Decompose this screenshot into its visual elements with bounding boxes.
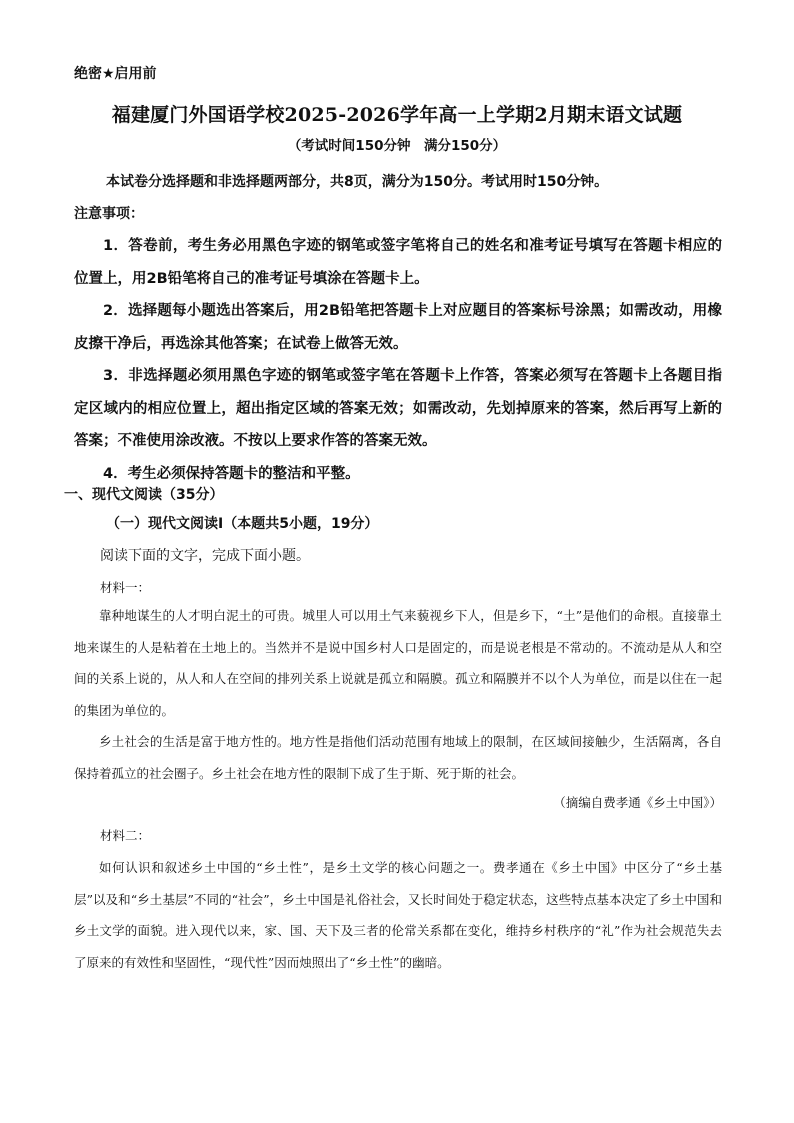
material-paragraph: 如何认识和叙述乡土中国的“乡土性”，是乡土文学的核心问题之一。费孝通在《乡土中国》中区分了“乡土基层”以及和“乡土基层”不同的“社会”，乡土中国是礼俗社会，又长时间处于稳定状态，这些特点基本决定了乡土中国和乡土文学的面貌。进入现代以来，家、国、天下及三者的伦常关系都在变化，维持乡村秩序的“礼”作为社会规范失去了原来的有效性和坚固性，“现代性”因而烛照出了“乡土性”的幽暗。 (74, 860, 722, 970)
material-1-label: 材料一： (100, 580, 151, 595)
reading-instruction: 阅读下面的文字，完成下面小题。 (100, 548, 310, 564)
material-paragraph: 靠种地谋生的人才明白泥土的可贵。城里人可以用土气来藐视乡下人，但是乡下，“土”是他们的命根。直接靠土地来谋生的人是粘着在土地上的。当然并不是说中国乡村人口是固定的，而是说老根是不常动的。不流动是从人和空间的关系上说的，从人和人在空间的排列关系上说就是孤立和隔膜。孤立和隔膜并不以个人为单位，而是以住在一起的集团为单位的。 (74, 608, 722, 718)
notice-item: 3．非选择题必须用黑色字迹的钢笔或签字笔在答题卡上作答，答案必须写在答题卡上各题目指定区域内的相应位置上，超出指定区域的答案无效；如需改动，先划掉原来的答案，然后再写上新的答案；不准使用涂改液。不按以上要求作答的答案无效。 (74, 368, 722, 449)
subsection-title: （一）现代文阅读Ⅰ（本题共5小题，19分） (106, 516, 379, 532)
material-1-body (74, 600, 722, 789)
material-paragraph: 乡土社会的生活是富于地方性的。地方性是指他们活动范围有地域上的限制，在区域间接触少，生活隔离，各自保持着孤立的社会圈子。乡土社会在地方性的限制下成了生于斯、死于斯的社会。 (74, 734, 722, 781)
exam-time-subtitle: （考试时间150分钟 满分150分） (287, 138, 507, 154)
notice-heading: 注意事项： (74, 206, 144, 222)
material-2-label: 材料二： (100, 828, 151, 843)
notice-item: 1．答卷前，考生务必用黑色字迹的钢笔或签字笔将自己的姓名和准考证号填写在答题卡相应的位置上，用2B铅笔将自己的准考证号填涂在答题卡上。 (74, 238, 722, 287)
notice-item: 4．考生必须保持答题卡的整洁和平整。 (103, 465, 360, 482)
exam-intro: 本试卷分选择题和非选择题两部分，共8页，满分为150分。考试用时150分钟。 (106, 174, 609, 190)
material-2-body (74, 852, 722, 978)
confidential-label: 绝密★启用前 (74, 66, 157, 82)
notice-item: 2．选择题每小题选出答案后，用2B铅笔把答题卡上对应题目的答案标号涂黑；如需改动，用橡皮擦干净后，再选涂其他答案；在试卷上做答无效。 (74, 303, 722, 352)
material-1-source: （摘编自费孝通《乡土中国》） (553, 795, 722, 810)
section-title: 一、现代文阅读（35分） (64, 487, 224, 503)
page-title: 福建厦门外国语学校2025-2026学年高一上学期2月期末语文试题 (111, 104, 683, 126)
notice-list (74, 230, 722, 490)
